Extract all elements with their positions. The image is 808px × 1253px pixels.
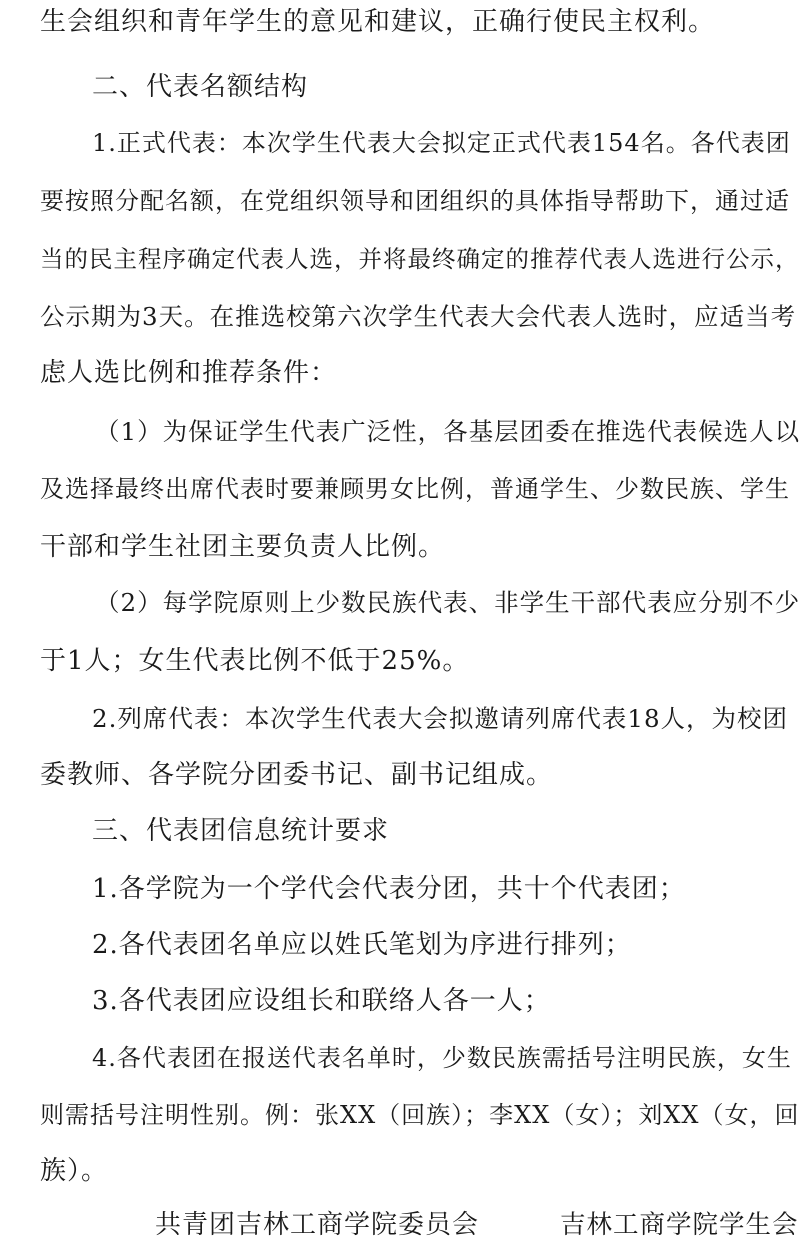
list-item: 4.各代表团在报送代表名单时，少数民族需括号注明民族，女生 (92, 1044, 792, 1072)
paragraph-line: 委教师、各学院分团委书记、副书记组成。 (40, 760, 554, 790)
paragraph-line: （2）每学院原则上少数民族代表、非学生干部代表应分别不少 (95, 588, 801, 617)
paragraph-line: （1）为保证学生代表广泛性，各基层团委在推选代表候选人以 (95, 417, 801, 446)
paragraph-line: 要按照分配名额，在党组织领导和团组织的具体指导帮助下，通过适 (40, 187, 790, 215)
paragraph-line: 及选择最终出席代表时要兼顾男女比例，普通学生、少数民族、学生 (40, 475, 790, 503)
signature-left: 共青团吉林工商学院委员会 (155, 1210, 480, 1240)
paragraph-line: 当的民主程序确定代表人选，并将最终确定的推荐代表人选进行公示， (40, 245, 800, 273)
section-heading: 三、代表团信息统计要求 (92, 816, 390, 846)
paragraph-line: 2.列席代表：本次学生代表大会拟邀请列席代表18人，为校团 (92, 704, 789, 733)
signature-right: 吉林工商学院学生会 (560, 1210, 799, 1240)
list-item: 3.各代表团应设组长和联络人各一人； (92, 986, 551, 1016)
paragraph-line: 虑人选比例和推荐条件： (40, 358, 338, 388)
paragraph-line: 于1人；女生代表比例不低于25%。 (40, 646, 470, 676)
list-item: 1.各学院为一个学代会代表分团，共十个代表团； (92, 874, 686, 904)
paragraph-line: 公示期为3天。在推选校第六次学生代表大会代表人选时，应适当考 (40, 302, 797, 331)
paragraph-line: 生会组织和青年学生的意见和建议，正确行使民主权利。 (40, 7, 716, 37)
list-item: 2.各代表团名单应以姓氏笔划为序进行排列； (92, 930, 632, 960)
list-item-continuation: 族）。 (40, 1156, 109, 1186)
list-item-continuation: 则需括号注明性别。例：张XX（回族）；李XX（女）；刘XX（女，回 (40, 1101, 800, 1129)
paragraph-line: 干部和学生社团主要负责人比例。 (40, 532, 446, 562)
paragraph-line: 1.正式代表：本次学生代表大会拟定正式代表154名。各代表团 (92, 129, 791, 157)
section-heading: 二、代表名额结构 (92, 72, 309, 102)
